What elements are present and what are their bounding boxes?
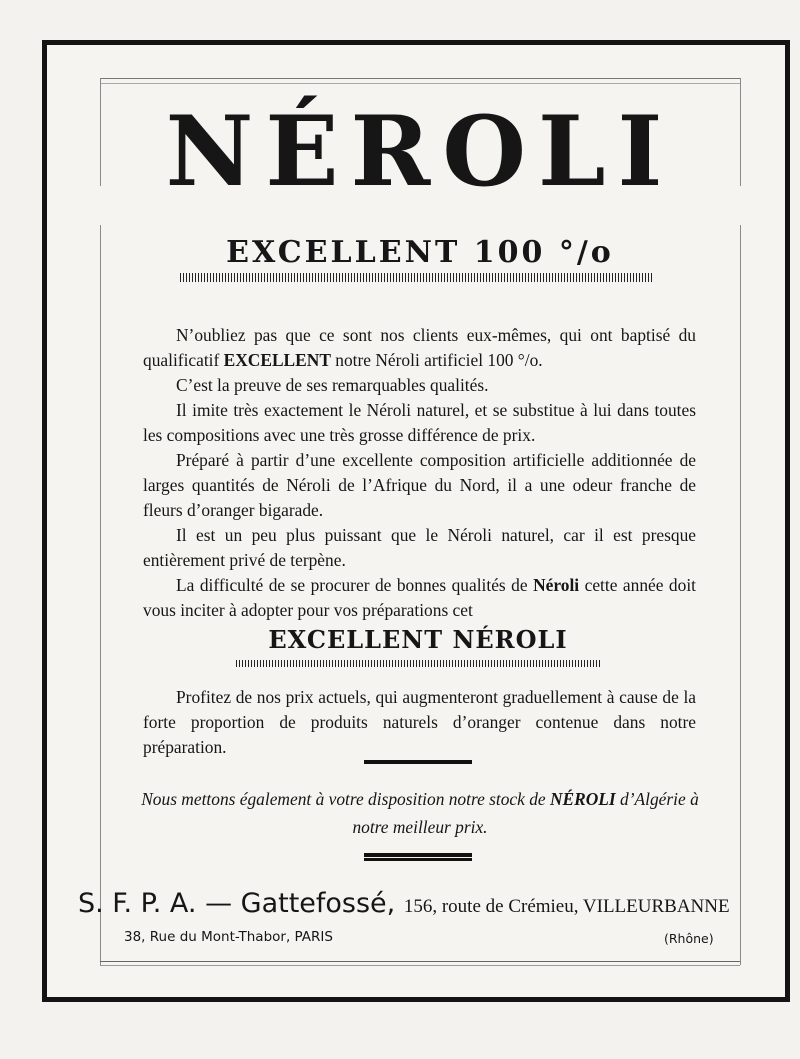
subtitle: EXCELLENT 100 °/o: [226, 235, 614, 270]
intro-text: [143, 323, 696, 623]
intro-paragraph: Préparé à partir d’une excellente composition artificielle additionnée de larges quantités de Néroli de l’Afrique du Nord, il a une odeur franche de fleurs d’oranger bigarade.: [143, 450, 696, 520]
inner-border-left-lower: [100, 225, 101, 965]
intro-paragraph: La difficulté de se procurer de bonnes qualités de Néroli cette année doit vous inciter à adopter pour vos préparations cet: [143, 575, 696, 620]
separator-bar-double-top: [364, 853, 472, 857]
page-title: NÉROLI: [165, 95, 675, 208]
paris-address: 38, Rue du Mont-Thabor, PARIS: [124, 929, 333, 945]
separator-bar-double-bottom: [364, 858, 472, 861]
inner-border-right-lower: [740, 225, 741, 965]
separator-bar: [364, 760, 472, 764]
inner-border-top: [100, 78, 740, 79]
hatched-rule-top: [180, 273, 654, 282]
company-address: 156, route de Crémieu, VILLEURBANNE: [403, 896, 730, 917]
company-line: [78, 890, 768, 917]
prices-text: [143, 685, 696, 760]
inner-border-bottom-secondary: [100, 965, 740, 966]
intro-paragraph: C’est la preuve de ses remarquables qualités.: [176, 375, 489, 395]
prices-paragraph: Profitez de nos prix actuels, qui augmenteront graduellement à cause de la forte proportion de produits naturels d’oranger contenue dans notre préparation.: [143, 687, 696, 757]
region-label: (Rhône): [664, 931, 714, 946]
product-heading: EXCELLENT NÉROLI: [268, 625, 568, 654]
inner-border-top-secondary: [100, 83, 740, 84]
hatched-rule-middle: [236, 660, 600, 667]
intro-paragraph: Il est un peu plus puissant que le Néroli naturel, car il est presque entièrement privé de terpène.: [143, 525, 696, 570]
intro-paragraph: N’oubliez pas que ce sont nos clients eux-mêmes, qui ont baptisé du qualificatif EXCELLENT notre Néroli artificiel 100 °/o.: [143, 325, 696, 370]
stock-note: Nous mettons également à votre disposition notre stock de NÉROLI d’Algérie à notre meilleur prix.: [141, 789, 699, 837]
intro-paragraph: Il imite très exactement le Néroli naturel, et se substitue à lui dans toutes les compositions avec une très grosse différence de prix.: [143, 400, 696, 445]
company-name: S. F. P. A. — Gattefossé,: [78, 888, 396, 919]
inner-border-bottom: [100, 961, 740, 962]
